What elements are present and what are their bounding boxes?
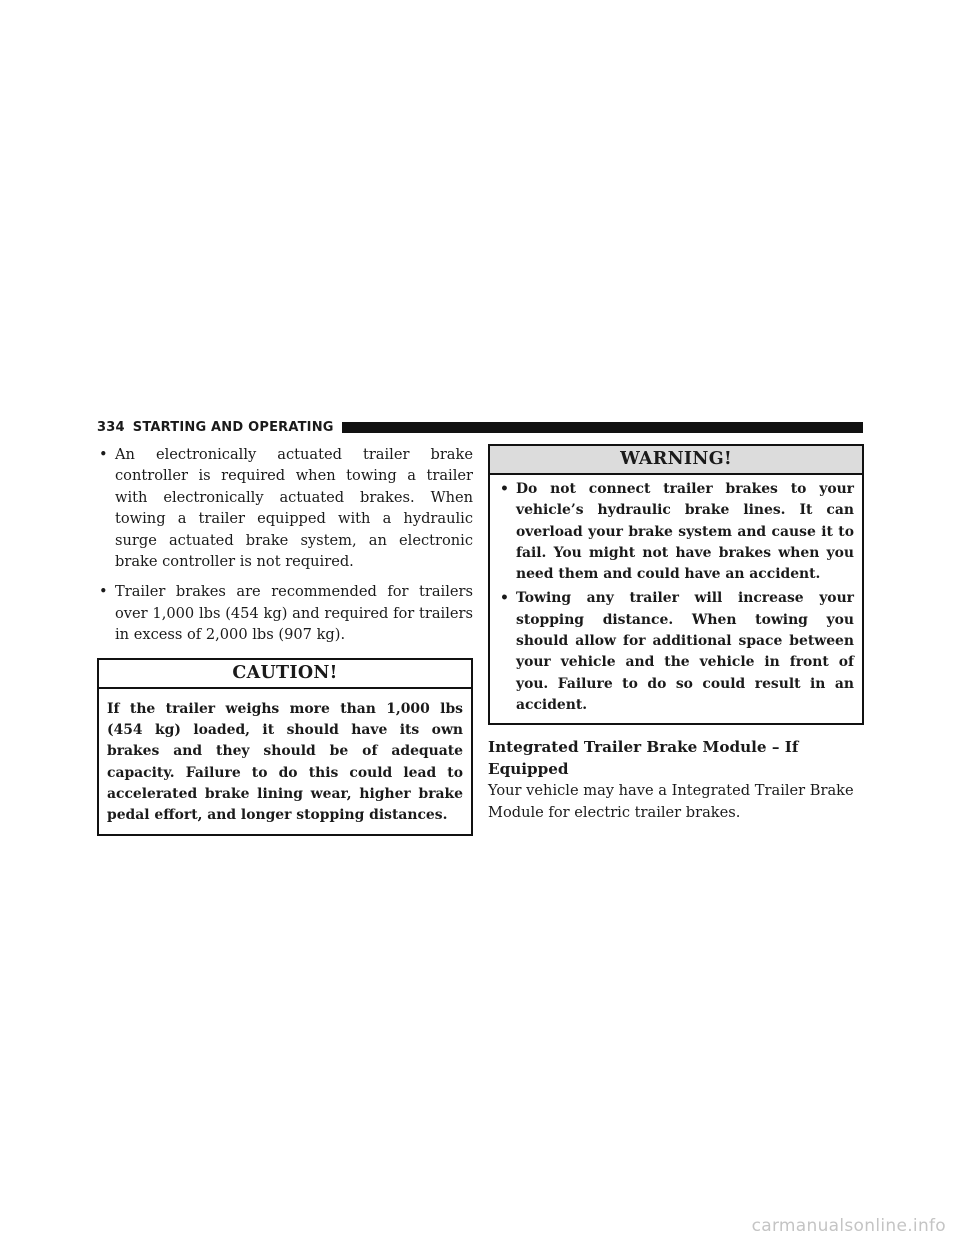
- header-rule: [342, 422, 863, 433]
- list-item: [498, 479, 854, 585]
- list-item: [97, 444, 473, 572]
- left-column: [97, 444, 473, 836]
- caution-title: CAUTION!: [99, 660, 471, 689]
- watermark: carmanualsonline.info: [751, 1216, 946, 1236]
- warning-text: Do not connect trailer brakes to your vehicle’s hydraulic brake lines. It can overload your brake system and cause it to fail. You might not have brakes when you need them and could have an accident.: [516, 481, 854, 583]
- bullet-icon: •: [99, 446, 108, 463]
- warning-title: WARNING!: [490, 446, 862, 475]
- caution-box: [97, 658, 473, 837]
- bullet-icon: •: [500, 481, 509, 497]
- caution-text: If the trailer weighs more than 1,000 lbs (454 kg) loaded, it should have its own brakes and they should be of adequate capacity. Failure to do this could lead to accelerated brake lining wear, higher brake pedal effort, and longer stopping distances.: [107, 700, 463, 824]
- bullet-text: An electronically actuated trailer brake controller is required when towing a trailer with electronically actuated brakes. When towing a trailer equipped with a hydraulic surge actuated brake system, an electronic brake controller is not required.: [115, 446, 473, 571]
- section-title: STARTING AND OPERATING: [132, 419, 334, 435]
- warning-text: Towing any trailer will increase your stopping distance. When towing you should allow for additional space between your vehicle and the vehicle in front of you. Failure to do so could result in an accident.: [516, 590, 854, 713]
- warning-list: [490, 475, 862, 723]
- bullet-icon: •: [99, 583, 108, 601]
- warning-box: [488, 444, 864, 725]
- page-header: [97, 418, 863, 436]
- list-item: [498, 588, 854, 716]
- bullet-text: Trailer brakes are recommended for trailers over 1,000 lbs (454 kg) and required for trailers in excess of 2,000 lbs (907 kg).: [115, 583, 473, 644]
- list-item: [97, 581, 473, 645]
- bullet-icon: •: [500, 590, 509, 607]
- right-column: [488, 444, 864, 823]
- bullet-list: [97, 444, 473, 646]
- page-number: 334: [97, 419, 125, 435]
- paragraph: Your vehicle may have a Integrated Trailer Brake Module for electric trailer brakes.: [488, 782, 854, 821]
- subheading: Integrated Trailer Brake Module – If Equipped: [488, 738, 799, 779]
